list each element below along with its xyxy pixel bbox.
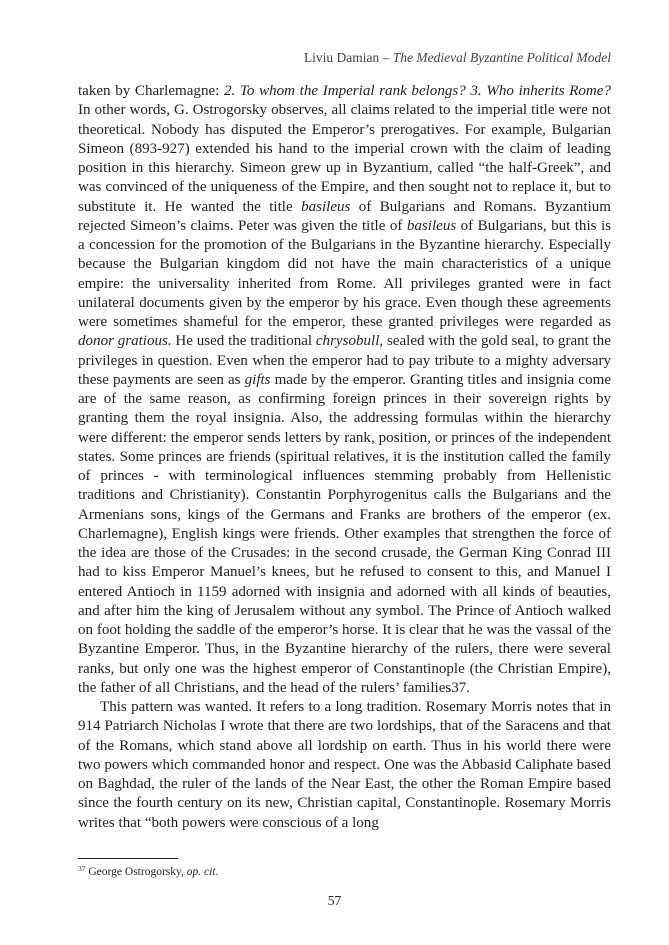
footnote-number: 37: [78, 864, 86, 873]
body-text: [78, 82, 611, 833]
text-run: He used the traditional: [171, 333, 316, 350]
italic-questions: 2. To whom the Imperial rank belongs? 3. Who inherits Rome?: [223, 83, 611, 99]
running-header: [78, 50, 611, 66]
page-number: 57: [327, 893, 342, 908]
text-run: made by the emperor. Granting titles and insignia come are of the same reason, as confirming foreign princes in their sovereign rights by granting them the royal insignia. Also, the addressing formulas within the hierarchy were different: the emperor sends letters by rank, position, or princes of the independent states. Some princes are friends (spiritual relatives, it is the institution called the family of princes - with terminological influences stemming probably from Hellenistic traditions and Christianity). Constantin Porphyrogenitus calls the Bulgarians and the Armenians sons, kings of the Germans and Franks are brothers of the emperor (ex. Charlemagne), English kings were friends. Other examples that strengthen the force of the idea are those of the Crusades: in the second crusade, the German King Conrad III had to kiss Emperor Manuel’s knees, but he refused to consent to this, and Manuel I entered Antioch in 1159 adorned with insignia and adorned with all kinds of beauties, and after him the king of Jerusalem without any symbol. The Prince of Antioch walked on foot holding the saddle of the emperor’s horse. It is clear that he was the vassal of the Byzantine Emperor. Thus, in the Byzantine hierarchy of the rulers, there were several ranks, but only one was the highest emperor of Constantinople (the Christian Empire), the father of all Christians, and the head of the rulers’ families37.: [78, 371, 611, 696]
header-separator: –: [379, 50, 393, 65]
italic-term: basileus: [406, 217, 457, 234]
paragraph-1: [78, 82, 611, 698]
paragraph-2: This pattern was wanted. It refers to a long tradition. Rosemary Morris notes that in 914 Patriarch Nicholas I wrote that there are two lordships, that of the Saracens and that of the Romans, which stand above all lordship on earth. Thus in his world there were two powers which commanded honor and respect. One was the Abbasid Caliphate based on Baghdad, the ruler of the lands of the Near East, the other the Roman Empire based since the fourth century on its new, Christian capital, Constantinople. Rosemary Morris writes that “both powers were conscious of a long: [78, 699, 611, 831]
text-run: of Bulgarians and Romans. Byzantium rejected Simeon’s claims. Peter was given the title of: [78, 198, 612, 234]
italic-term: chrysobull: [315, 333, 380, 350]
footnote-italic: op. cit: [186, 866, 216, 878]
text-run: taken by Charlemagne:: [78, 83, 224, 99]
text-run: , sealed with the gold seal, to grant the privileges in question. Even when the emperor had to pay tribute to a mighty adversary these payments are seen as: [78, 333, 611, 388]
header-author: Liviu Damian: [303, 50, 380, 65]
italic-term: basileus: [301, 198, 351, 215]
italic-term: donor gratious.: [78, 333, 172, 350]
footnote: [78, 862, 611, 879]
footnote-text: George Ostrogorsky,: [85, 866, 187, 878]
italic-term: gifts: [244, 371, 271, 388]
text-run: of Bulgarians, but this is a concession for the promotion of the Bulgarians in the Byzantine hierarchy. Especially because the Bulgarian kingdom did not have the main characteristics of a unique empire: the universality inherited from Rome. All privileges granted were in fact unilateral documents given by the emperor by his grace. Even though these agreements were sometimes shameful for the emperor, these granted privileges were regarded as: [78, 217, 611, 330]
text-run: In other words, G. Ostrogorsky observes, all claims related to the imperial title were not theoretical. Nobody has disputed the Emperor’s prerogatives. For example, Bulgarian Simeon (893-927) extended his hand to the imperial crown with the claim of leading position in this hierarchy. Simeon grew up in Byzantium, called “the half-Greek”, and was convinced of the uniqueness of the Empire, and then sought not to replace it, but to substitute it. He wanted the title: [78, 102, 611, 215]
header-title: The Medieval Byzantine Political Model: [392, 50, 611, 65]
footnote-divider: [78, 858, 178, 859]
footnote-end: .: [215, 866, 219, 878]
